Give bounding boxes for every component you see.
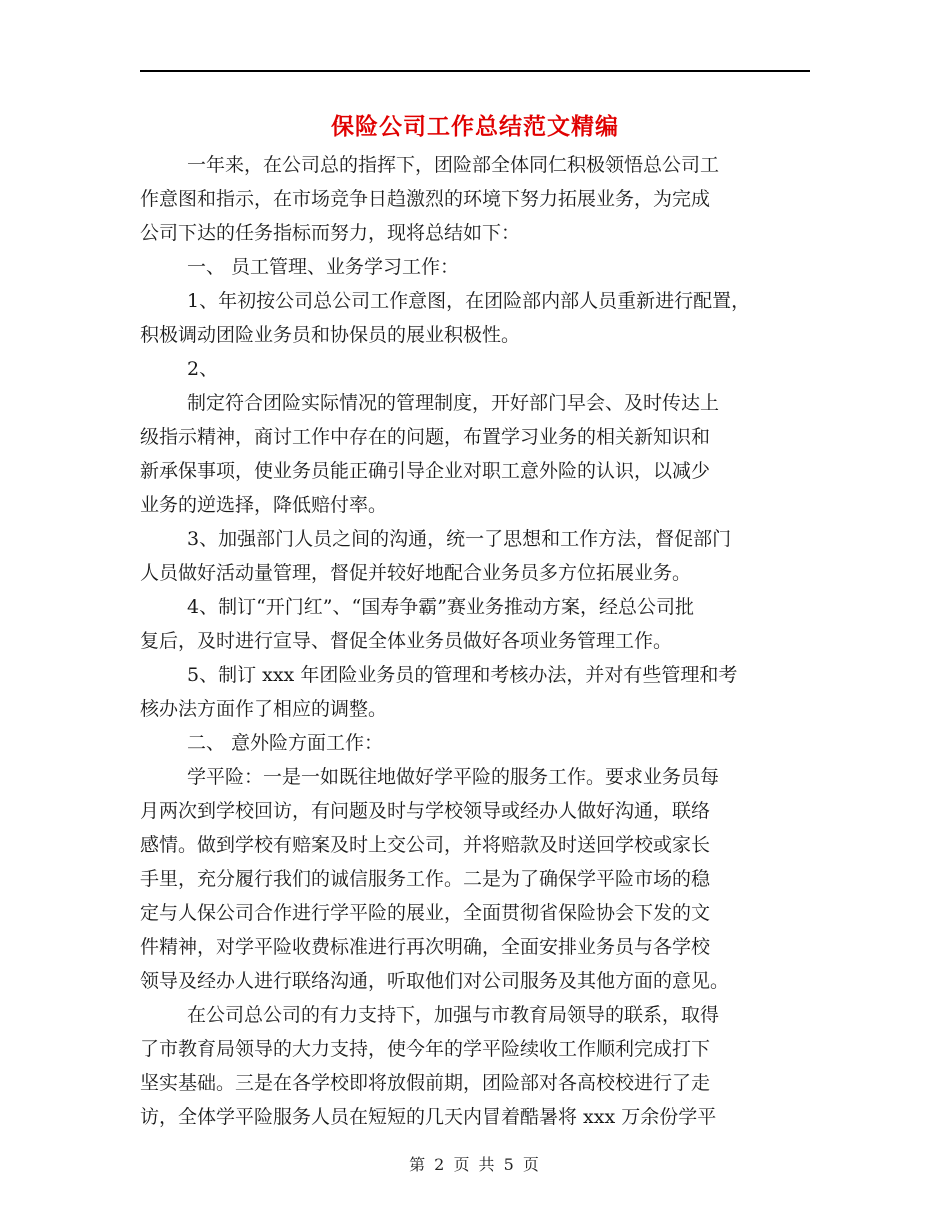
text-line: 3、加强部门人员之间的沟通，统一了思想和工作方法，督促部门 [187,528,732,550]
text-line: 积极调动团险业务员和协保员的展业积极性。 [140,324,521,346]
text-line: 2、 [187,358,219,380]
page-footer: 第 2 页 共 5 页 [409,1155,541,1174]
text-line: 复后，及时进行宣导、督促全体业务员做好各项业务管理工作。 [140,630,673,652]
text-line: 二、 意外险方面工作： [187,732,384,754]
text-line: 访，全体学平险服务人员在短短的几天内冒着酷暑将 xxx 万余份学平 [140,1106,717,1128]
text-line: 月两次到学校回访，有问题及时与学校领导或经办人做好沟通，联络 [140,800,711,822]
text-line: 1、年初按公司总公司工作意图，在团险部内部人员重新进行配置， [187,290,751,312]
text-line: 制定符合团险实际情况的管理制度，开好部门早会、及时传达上 [187,392,720,414]
text-line: 在公司总公司的有力支持下，加强与市教育局领导的联系，取得 [187,1004,720,1026]
text-line: 4、制订“开门红”、“国寿争霸”赛业务推动方案，经总公司批 [187,596,694,618]
text-line: 级指示精神，商讨工作中存在的问题，布置学习业务的相关新知识和 [140,426,711,448]
text-line: 定与人保公司合作进行学平险的展业，全面贯彻省保险协会下发的文 [140,902,711,924]
text-line: 5、制订 xxx 年团险业务员的管理和考核办法，并对有些管理和考 [187,664,738,686]
text-line: 核办法方面作了相应的调整。 [140,698,388,720]
text-line: 学平险：一是一如既往地做好学平险的服务工作。要求业务员每 [187,766,720,788]
text-line: 作意图和指示，在市场竞争日趋激烈的环境下努力拓展业务，为完成 [140,188,711,210]
text-line: 坚实基础。三是在各学校即将放假前期，团险部对各高校校进行了走 [140,1072,711,1094]
text-line: 了市教育局领导的大力支持，使今年的学平险续收工作顺利完成打下 [140,1038,711,1060]
text-line: 新承保事项，使业务员能正确引导企业对职工意外险的认识，以减少 [140,460,711,482]
document-title: 保险公司工作总结范文精编 [331,113,619,140]
header-rule [140,70,810,72]
text-line: 业务的逆选择，降低赔付率。 [140,494,388,516]
text-line: 领导及经办人进行联络沟通，听取他们对公司服务及其他方面的意见。 [140,970,730,992]
text-line: 手里，充分履行我们的诚信服务工作。二是为了确保学平险市场的稳 [140,868,711,890]
text-line: 一、 员工管理、业务学习工作： [187,256,460,278]
text-line: 件精神，对学平险收费标准进行再次明确，全面安排业务员与各学校 [140,936,711,958]
text-line: 人员做好活动量管理，督促并较好地配合业务员多方位拓展业务。 [140,562,692,584]
document-body [140,148,810,1134]
text-line: 公司下达的任务指标而努力，现将总结如下： [140,222,521,244]
text-line: 感情。做到学校有赔案及时上交公司，并将赔款及时送回学校或家长 [140,834,711,856]
text-line: 一年来，在公司总的指挥下，团险部全体同仁积极领悟总公司工 [187,154,720,176]
